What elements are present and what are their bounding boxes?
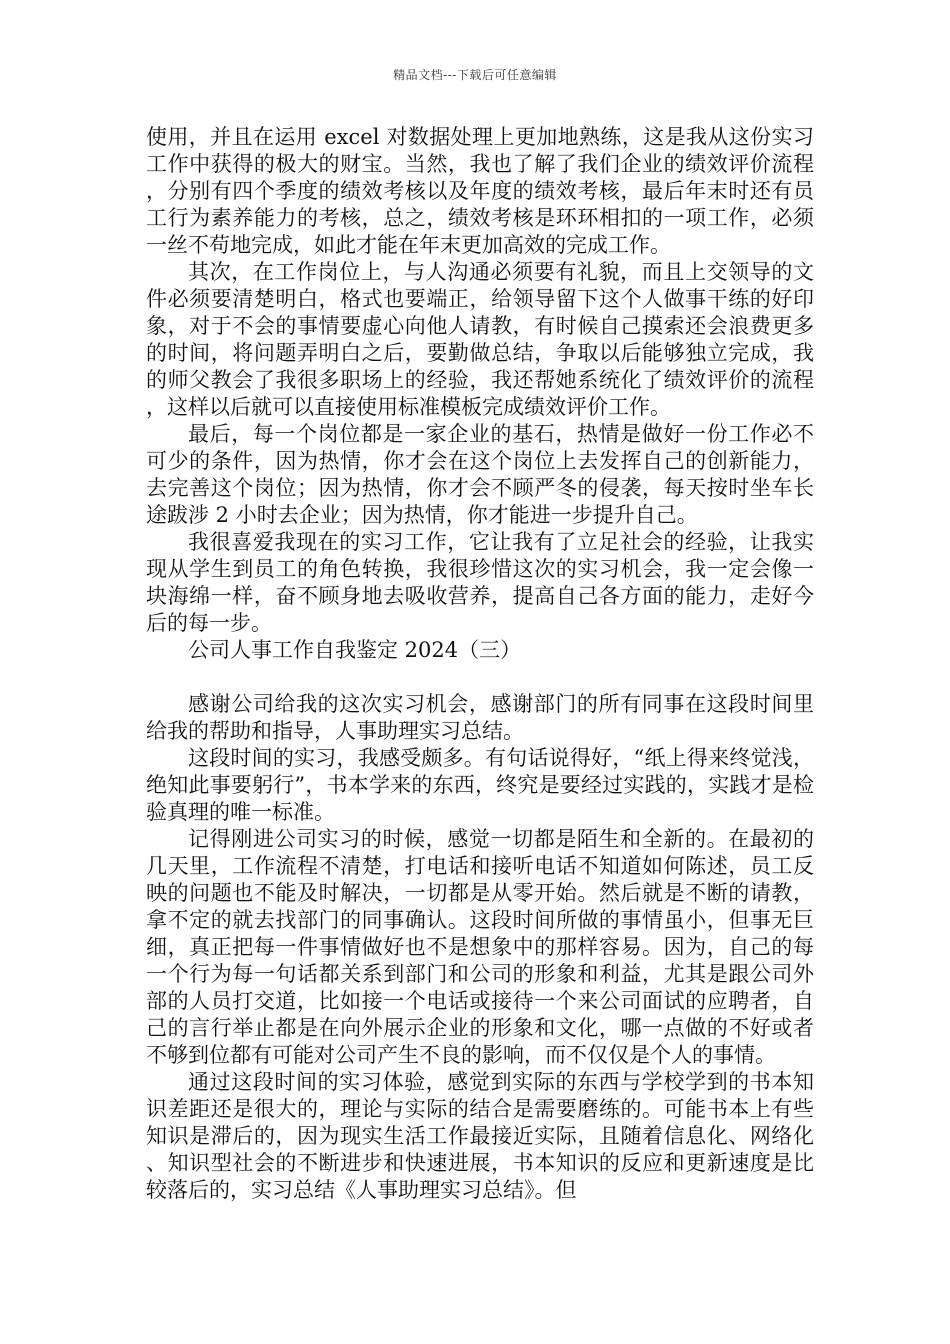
paragraph-continued: 使用，并且在运用 excel 对数据处理上更加地熟练，这是我从这份实习工作中获得的极大的财宝。当然，我也了解了我们企业的绩效评价流程，分别有四个季度的绩效考核以及年度的绩效考核，最后年末时还有员工行为素养能力的考核，总之，绩效考核是环环相扣的一项工作，必须一丝不苟地完成，如此才能在年末更加高效的完成工作。: [146, 125, 814, 257]
paragraph-experience: 通过这段时间的实习体验，感觉到实际的东西与学校学到的书本知识差距还是很大的，理论与实际的结合是需要磨练的。可能书本上有些知识是滞后的，因为现实生活工作最接近实际，且随着信息化、网络化、知识型社会的不断进步和快速进展，书本知识的反应和更新速度是比较落后的，实习总结《人事助理实习总结》。但: [146, 1070, 814, 1202]
paragraph-thanks: 感谢公司给我的这次实习机会，感谢部门的所有同事在这段时间里给我的帮助和指导，人事助理实习总结。: [146, 692, 814, 743]
paragraph-conclusion: 我很喜爱我现在的实习工作，它让我有了立足社会的经验，让我实现从学生到员工的角色转换，我很珍惜这次的实习机会，我一定会像一块海绵一样，奋不顾身地去吸收营养，提高自己各方面的能力，走好今后的每一步。: [146, 530, 814, 635]
page-header: 精品文档---下载后可任意编辑: [393, 68, 557, 82]
blank-line: [146, 664, 814, 691]
section-title: 公司人事工作自我鉴定 2024（三）: [188, 638, 522, 662]
paragraph-enthusiasm: 最后，每一个岗位都是一家企业的基石，热情是做好一份工作必不可少的条件，因为热情，你才会在这个岗位上去发挥自己的创新能力，去完善这个岗位；因为热情，你才会不顾严冬的侵袭，每天按时坐车长途跋涉 2 小时去企业；因为热情，你才能进一步提升自己。: [146, 422, 814, 527]
document-body: [146, 124, 814, 1204]
paragraph-memories: 记得刚进公司实习的时候，感觉一切都是陌生和全新的。在最初的几天里，工作流程不清楚，打电话和接听电话不知道如何陈述，员工反映的问题也不能及时解决，一切都是从零开始。然后就是不断的请教，拿不定的就去找部门的同事确认。这段时间所做的事情虽小，但事无巨细，真正把每一件事情做好也不是想象中的那样容易。因为，自己的每一个行为每一句话都关系到部门和公司的形象和利益，尤其是跟公司外部的人员打交道，比如接一个电话或接待一个来公司面试的应聘者，自己的言行举止都是在向外展示企业的形象和文化，哪一点做的不好或者不够到位都有可能对公司产生不良的影响，而不仅仅是个人的事情。: [146, 827, 814, 1067]
paragraph-communication: 其次，在工作岗位上，与人沟通必须要有礼貌，而且上交领导的文件必须要清楚明白，格式也要端正，给领导留下这个人做事干练的好印象，对于不会的事情要虚心向他人请教，有时候自己摸索还会浪费更多的时间，将问题弄明白之后，要勤做总结，争取以后能够独立完成，我的师父教会了我很多职场上的经验，我还帮她系统化了绩效评价的流程，这样以后就可以直接使用标准模板完成绩效评价工作。: [146, 260, 814, 419]
paragraph-feelings: 这段时间的实习，我感受颇多。有句话说得好，“纸上得来终觉浅，绝知此事要躬行”，书本学来的东西，终究是要经过实践的，实践才是检验真理的唯一标准。: [146, 746, 814, 824]
